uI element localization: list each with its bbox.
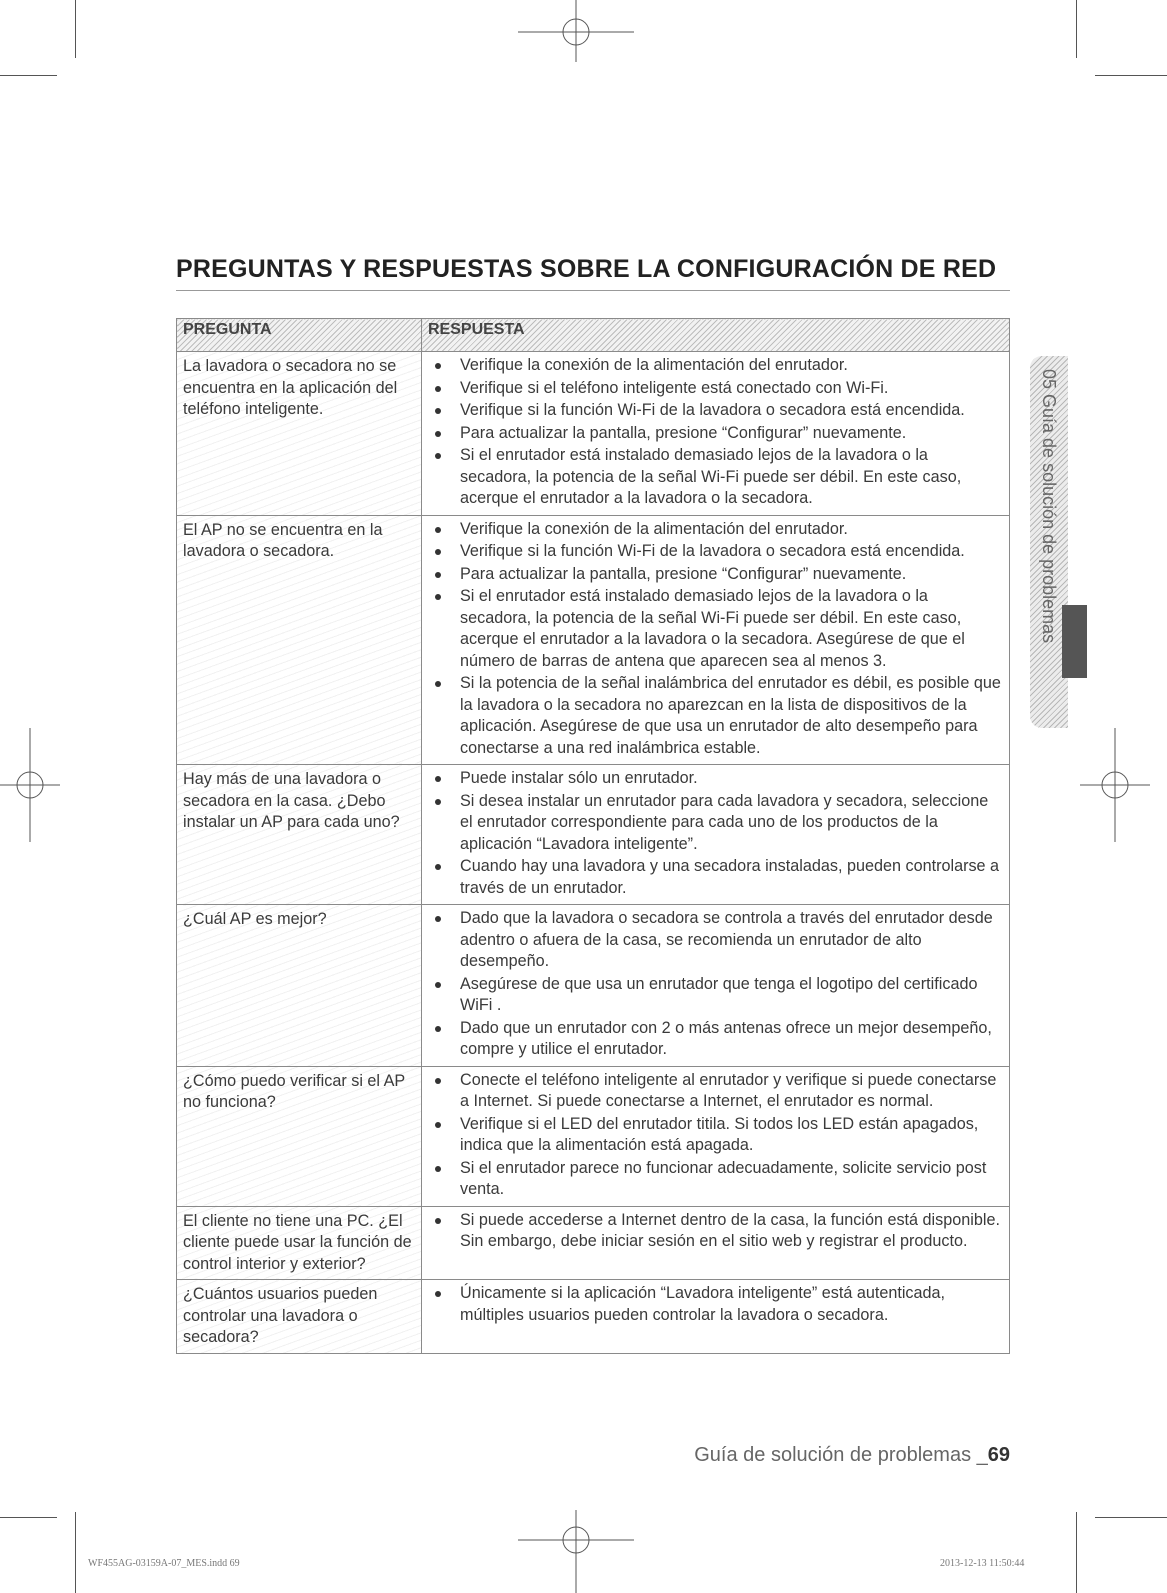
qa-table bbox=[176, 318, 1010, 1354]
answer-cell bbox=[422, 515, 1010, 765]
question-cell: La lavadora o secadora no se encuentra en la aplicación del teléfono inteligente. bbox=[177, 352, 422, 516]
answer-item: Verifique la conexión de la alimentación del enrutador. bbox=[432, 355, 1003, 377]
answer-list bbox=[432, 519, 1003, 760]
table-header-row bbox=[177, 319, 1010, 352]
answer-list bbox=[432, 355, 1003, 510]
answer-item: Únicamente si la aplicación “Lavadora inteligente” está autenticada, múltiples usuarios pueden controlar la lavadora o secadora. bbox=[432, 1283, 1003, 1326]
table-row bbox=[177, 1066, 1010, 1206]
answer-item: Dado que un enrutador con 2 o más antenas ofrece un mejor desempeño, compre y utilice el enrutador. bbox=[432, 1018, 1003, 1061]
answer-item: Dado que la lavadora o secadora se controla a través del enrutador desde adentro o afuera de la casa, se recomienda un enrutador de alto desempeño. bbox=[432, 908, 1003, 973]
question-cell: Hay más de una lavadora o secadora en la casa. ¿Debo instalar un AP para cada uno? bbox=[177, 765, 422, 905]
answer-list bbox=[432, 908, 1003, 1061]
answer-item: Verifique si la función Wi-Fi de la lavadora o secadora está encendida. bbox=[432, 541, 1003, 563]
question-cell: El cliente no tiene una PC. ¿El cliente puede usar la función de control interior y exterior? bbox=[177, 1206, 422, 1280]
table-row bbox=[177, 352, 1010, 516]
footer-section-title bbox=[640, 1444, 1010, 1467]
footer-title-text: Guía de solución de problemas _ bbox=[694, 1444, 988, 1466]
answer-list bbox=[432, 1283, 1003, 1326]
answer-list bbox=[432, 768, 1003, 899]
crop-mark bbox=[0, 75, 57, 76]
table-row bbox=[177, 765, 1010, 905]
registration-mark-icon bbox=[518, 1510, 634, 1593]
table-row bbox=[177, 1280, 1010, 1354]
table-row bbox=[177, 1206, 1010, 1280]
crop-mark bbox=[1076, 0, 1077, 58]
answer-list bbox=[432, 1070, 1003, 1201]
page-title: PREGUNTAS Y RESPUESTAS SOBRE LA CONFIGURACIÓN DE RED bbox=[176, 255, 1010, 291]
crop-mark bbox=[75, 0, 76, 58]
answer-item: Para actualizar la pantalla, presione “Configurar” nuevamente. bbox=[432, 423, 1003, 445]
print-timestamp: 2013-12-13 11:50:44 bbox=[940, 1558, 1025, 1569]
crop-mark bbox=[75, 1512, 76, 1593]
answer-item: Verifique si el LED del enrutador titila. Si todos los LED están apagados, indica que la alimentación está apagada. bbox=[432, 1114, 1003, 1157]
question-cell: ¿Cómo puedo verificar si el AP no funciona? bbox=[177, 1066, 422, 1206]
answer-item: Puede instalar sólo un enrutador. bbox=[432, 768, 1003, 790]
chapter-marker bbox=[1062, 605, 1087, 678]
answer-item: Si desea instalar un enrutador para cada lavadora y secadora, seleccione el enrutador correspondiente para cada uno de los productos de la aplicación “Lavadora inteligente”. bbox=[432, 791, 1003, 856]
page-number: 69 bbox=[987, 1444, 1010, 1466]
question-cell: ¿Cuál AP es mejor? bbox=[177, 905, 422, 1067]
answer-item: Si el enrutador parece no funcionar adecuadamente, solicite servicio post venta. bbox=[432, 1158, 1003, 1201]
chapter-side-label: 05 Guía de solución de problemas bbox=[1039, 368, 1059, 644]
registration-mark-icon bbox=[1080, 728, 1150, 842]
crop-mark bbox=[1095, 1517, 1167, 1518]
question-cell: El AP no se encuentra en la lavadora o secadora. bbox=[177, 515, 422, 765]
question-cell: ¿Cuántos usuarios pueden controlar una lavadora o secadora? bbox=[177, 1280, 422, 1354]
answer-item: Verifique si la función Wi-Fi de la lavadora o secadora está encendida. bbox=[432, 400, 1003, 422]
answer-item: Conecte el teléfono inteligente al enrutador y verifique si puede conectarse a Internet. Si puede conectarse a Internet, el enrutador es normal. bbox=[432, 1070, 1003, 1113]
registration-mark-icon bbox=[518, 0, 634, 62]
answer-item: Para actualizar la pantalla, presione “Configurar” nuevamente. bbox=[432, 564, 1003, 586]
answer-cell bbox=[422, 1066, 1010, 1206]
registration-mark-icon bbox=[0, 728, 60, 842]
print-file-info: WF455AG-03159A-07_MES.indd 69 bbox=[88, 1558, 240, 1569]
answer-item: Si la potencia de la señal inalámbrica del enrutador es débil, es posible que la lavadora o la secadora no aparezcan en la lista de dispositivos de la aplicación. Asegúrese de que usa un enrutador de alto desempeño para conectarse a una red inalámbrica estable. bbox=[432, 673, 1003, 759]
table-row bbox=[177, 515, 1010, 765]
answer-item: Si el enrutador está instalado demasiado lejos de la lavadora o la secadora, la potencia de la señal Wi-Fi puede ser débil. En este caso, acerque el enrutador a la lavadora o la secadora. bbox=[432, 445, 1003, 510]
answer-item: Verifique si el teléfono inteligente está conectado con Wi-Fi. bbox=[432, 378, 1003, 400]
answer-item: Verifique la conexión de la alimentación del enrutador. bbox=[432, 519, 1003, 541]
header-answer: RESPUESTA bbox=[422, 319, 1010, 352]
answer-cell bbox=[422, 905, 1010, 1067]
answer-item: Cuando hay una lavadora y una secadora instaladas, pueden controlarse a través de un enrutador. bbox=[432, 856, 1003, 899]
answer-item: Asegúrese de que usa un enrutador que tenga el logotipo del certificado WiFi . bbox=[432, 974, 1003, 1017]
answer-item: Si el enrutador está instalado demasiado lejos de la lavadora o la secadora, la potencia de la señal Wi-Fi puede ser débil. En este caso, acerque el enrutador a la lavadora o la secadora. Asegúrese de que el número de barras de antena que aparecen sea al menos 3. bbox=[432, 586, 1003, 672]
answer-cell bbox=[422, 352, 1010, 516]
answer-cell bbox=[422, 765, 1010, 905]
answer-item: Si puede accederse a Internet dentro de la casa, la función está disponible. Sin embargo, debe iniciar sesión en el sitio web y registrar el producto. bbox=[432, 1210, 1003, 1253]
crop-mark bbox=[1095, 75, 1167, 76]
table-row bbox=[177, 905, 1010, 1067]
crop-mark bbox=[0, 1517, 57, 1518]
qa-table-body bbox=[177, 352, 1010, 1354]
crop-mark bbox=[1076, 1512, 1077, 1593]
answer-list bbox=[432, 1210, 1003, 1253]
answer-cell bbox=[422, 1280, 1010, 1354]
header-question: PREGUNTA bbox=[177, 319, 422, 352]
answer-cell bbox=[422, 1206, 1010, 1280]
